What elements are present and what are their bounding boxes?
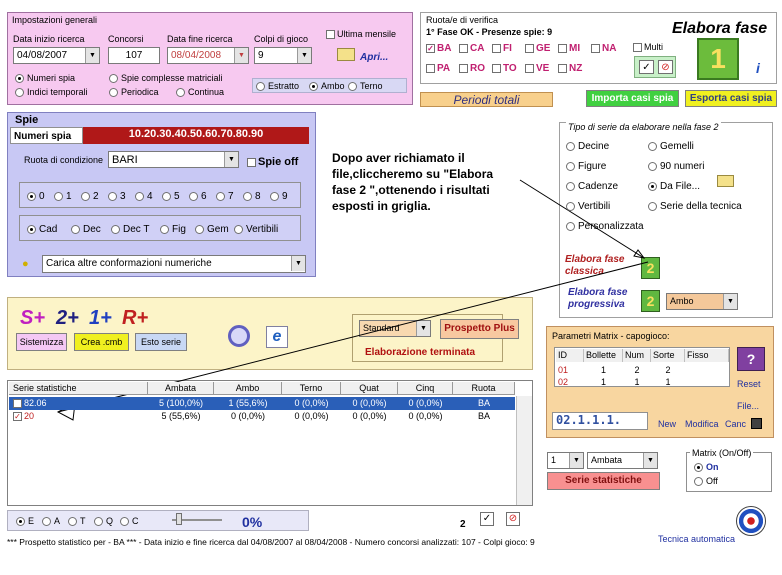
elaborazione-status: Elaborazione terminata: [365, 347, 476, 358]
matrix-cell[interactable]: 01: [558, 365, 569, 375]
data-inizio-label: Data inizio ricerca: [13, 34, 85, 44]
numeri-spia-label: Numeri spia: [10, 127, 83, 144]
tipo-label: Gemelli: [660, 141, 694, 152]
type-radio-vertibili[interactable]: [234, 224, 278, 235]
chevron-down-icon[interactable]: ▼: [569, 453, 583, 468]
type-label: Gem: [207, 224, 229, 235]
tipo-label: Vertibili: [578, 201, 611, 212]
one-plus-label: 1+: [89, 307, 112, 329]
grid-cell: 1 (55,6%): [228, 398, 268, 408]
digit-radio-9[interactable]: [270, 191, 288, 202]
grid-cell: 0 (0,0%): [352, 398, 387, 408]
radio-icon[interactable]: [566, 222, 575, 231]
grid-header-cinq[interactable]: Cinq: [398, 382, 453, 395]
radio-icon[interactable]: [648, 162, 657, 171]
digit-label: 4: [147, 191, 153, 202]
radio-icon[interactable]: [54, 192, 63, 201]
matrix-cell[interactable]: 1: [634, 377, 640, 387]
checkbox-icon[interactable]: ✓: [14, 412, 21, 422]
standard-select[interactable]: Standard ▼: [359, 320, 431, 337]
tipo-label: Da File...: [660, 181, 701, 192]
colpi-field[interactable]: 9 ▼: [254, 47, 312, 64]
r-plus-label: R+: [122, 307, 149, 329]
arrow-head: [634, 250, 644, 258]
two-plus-label: 2+: [56, 307, 79, 329]
radio-icon[interactable]: [648, 142, 657, 151]
radio-icon[interactable]: [42, 517, 51, 526]
matrix-header-id: ID: [556, 349, 584, 362]
elabora-fase-label: Elabora fase: [672, 20, 768, 37]
digit-label: 9: [282, 191, 288, 202]
spie-title: Spie: [15, 114, 39, 126]
estratto-radio[interactable]: Estratto: [256, 81, 299, 91]
tipo-label: Cadenze: [578, 181, 619, 192]
matrix-header-num: Num: [623, 349, 651, 362]
ruota-checkbox-nz[interactable]: [558, 63, 582, 74]
apri-link[interactable]: Apri...: [360, 52, 389, 63]
book-icon[interactable]: ?: [737, 347, 765, 371]
data-inizio-field[interactable]: 04/08/2007 ▼: [13, 47, 100, 64]
tipo-serie-title: Tipo di serie da elaborare nella fase 2: [568, 122, 719, 132]
matrix-reset-button[interactable]: Reset: [737, 379, 761, 389]
digit-radio-3[interactable]: [108, 191, 126, 202]
radio-icon[interactable]: [120, 517, 129, 526]
progress-percent: 0%: [242, 514, 263, 530]
checkbox-icon[interactable]: [426, 64, 435, 73]
radio-icon[interactable]: [27, 192, 36, 201]
radio-icon[interactable]: [162, 192, 171, 201]
periodi-totali-button[interactable]: Periodi totali: [420, 92, 553, 107]
continua-radio[interactable]: Continua: [176, 87, 224, 97]
digit-radio-1[interactable]: [54, 191, 72, 202]
ruota-label: TO: [503, 63, 517, 74]
type-radio-fig[interactable]: [160, 224, 186, 235]
browser-icon[interactable]: e: [266, 326, 288, 348]
matrix-modifica-button[interactable]: Modifica: [685, 419, 719, 429]
digit-radio-2[interactable]: [81, 191, 99, 202]
ruote-status: 1° Fase OK - Presenze spie: 9: [426, 27, 553, 37]
chevron-down-icon[interactable]: ▼: [297, 48, 311, 63]
type-label: Dec T: [123, 224, 150, 235]
lightbulb-icon: ●: [22, 258, 29, 270]
ruota-label: VE: [536, 63, 550, 74]
ruota-label: FI: [503, 43, 512, 54]
grid-row-serie[interactable]: [9, 410, 148, 423]
tipo-label: Serie della tecnica: [660, 201, 742, 212]
radio-icon[interactable]: [648, 202, 657, 211]
radio-icon[interactable]: [68, 517, 77, 526]
multi-checkbox[interactable]: Multi: [633, 42, 663, 52]
grid-header-ambo[interactable]: Ambo: [214, 382, 282, 395]
radio-icon[interactable]: [111, 225, 120, 234]
digit-label: 6: [201, 191, 207, 202]
bottom-radio-label: Q: [106, 516, 114, 526]
radio-icon[interactable]: [216, 192, 225, 201]
matrix-cell[interactable]: 02: [558, 377, 569, 387]
radio-icon[interactable]: [108, 192, 117, 201]
bottom-radio-label: T: [80, 516, 86, 526]
digit-label: 3: [120, 191, 126, 202]
type-label: Fig: [172, 224, 186, 235]
radio-icon[interactable]: [566, 182, 575, 191]
cancel-icon[interactable]: ⊘: [658, 60, 673, 74]
ruota-condizione-field[interactable]: BARI ▼: [108, 151, 239, 168]
matrix-cell[interactable]: 2: [634, 365, 640, 375]
type-radio-dec-t[interactable]: [111, 224, 150, 235]
grid-header-ambata[interactable]: Ambata: [148, 382, 214, 395]
periodica-radio[interactable]: Periodica: [109, 87, 159, 97]
tipo-label: Figure: [578, 161, 607, 172]
ruota-checkbox-ge[interactable]: [525, 43, 550, 54]
serie-value: 20: [24, 411, 35, 421]
ultima-mensile-checkbox[interactable]: Ultima mensile: [326, 29, 396, 39]
bottom-radio-a[interactable]: [42, 516, 60, 526]
carica-conformazioni-select[interactable]: Carica altre conformazioni numeriche ▼: [42, 255, 306, 273]
ruota-label: GE: [536, 43, 551, 54]
importa-casi-spia-button[interactable]: Importa casi spia: [586, 90, 679, 107]
matrix-cell[interactable]: 2: [665, 365, 671, 375]
ruota-checkbox-na[interactable]: [591, 43, 616, 54]
radio-icon[interactable]: [81, 192, 90, 201]
data-fine-field[interactable]: 08/04/2008 ▼: [167, 47, 249, 64]
radio-icon[interactable]: [94, 517, 103, 526]
checkbox-icon[interactable]: [558, 44, 567, 53]
bottom-radio-label: E: [28, 516, 35, 526]
matrix-header-sorte: Sorte: [651, 349, 685, 362]
data-fine-label: Data fine ricerca: [167, 34, 233, 44]
ruota-label: NZ: [569, 63, 583, 74]
matrix-header-fisso: Fisso: [685, 349, 729, 362]
ruota-condizione-label: Ruota di condizione: [24, 155, 104, 165]
grid-header-serie-statistiche[interactable]: Serie statistiche: [9, 382, 148, 395]
checkbox-icon[interactable]: [459, 44, 468, 53]
tipo-label: 90 numeri: [660, 161, 705, 172]
checkbox-icon[interactable]: [492, 64, 501, 73]
type-label: Vertibili: [246, 224, 279, 235]
radio-icon[interactable]: [71, 225, 80, 234]
tipo-radio-90-numeri[interactable]: [648, 161, 704, 172]
checkbox-icon[interactable]: ✓: [14, 399, 21, 409]
impostazioni-title: Impostazioni generali: [12, 15, 98, 25]
matrix-title: Parametri Matrix - capogioco:: [552, 331, 670, 341]
tipo-radio-figure[interactable]: [566, 161, 606, 172]
ruota-checkbox-ba[interactable]: [426, 43, 451, 54]
annotation-text: Dopo aver richiamato il file,cliccheremo su "Elabora fase 2 ",ottenendo i risultati esposti in griglia.: [332, 151, 494, 213]
bottom-radio-t[interactable]: [68, 516, 86, 526]
matrix-header-bollette: Bollette: [584, 349, 623, 362]
checkbox-icon[interactable]: [591, 44, 600, 53]
digit-radio-0[interactable]: [27, 191, 45, 202]
ambo-radio[interactable]: Ambo: [309, 81, 345, 91]
status-bar-text: *** Prospetto statistico per - BA *** - Data inizio e fine ricerca dal 04/08/2007 al 08/04/2008 - Numero concorsi analizzati: 107 - Colpi gioco: 9: [7, 537, 535, 547]
type-radio-gem[interactable]: [195, 224, 229, 235]
spie-complesse-radio[interactable]: Spie complesse matriciali: [109, 73, 223, 83]
radio-icon[interactable]: [27, 225, 36, 234]
matrix-off-radio[interactable]: Off: [694, 476, 718, 486]
digit-radio-4[interactable]: [135, 191, 153, 202]
serie-statistiche-button[interactable]: Serie statistiche: [547, 472, 660, 490]
tipo-radio-serie-della-tecnica[interactable]: [648, 201, 742, 212]
crea-cmb-button[interactable]: Crea .cmb: [74, 333, 129, 351]
serie-value: 82.06: [24, 398, 47, 408]
bottom-radio-q[interactable]: [94, 516, 113, 526]
sistemizza-button[interactable]: Sistemizza: [16, 333, 67, 351]
chevron-down-icon[interactable]: ▼: [643, 453, 657, 468]
tipo-radio-da-file---[interactable]: [648, 181, 700, 192]
bottom-radio-label: C: [132, 516, 139, 526]
ruota-checkbox-to[interactable]: [492, 63, 517, 74]
matrix-on-radio[interactable]: On: [694, 462, 719, 472]
radio-icon[interactable]: [566, 202, 575, 211]
tipo-radio-personalizzata[interactable]: [566, 221, 644, 232]
grid-cell: 0 (0,0%): [352, 411, 387, 421]
checkbox-icon[interactable]: [492, 44, 501, 53]
numeri-spia-radio[interactable]: Numeri spia: [15, 73, 75, 83]
elabora-fase-1-button[interactable]: 1: [697, 38, 739, 80]
radio-icon[interactable]: [243, 192, 252, 201]
type-radio-cad[interactable]: [27, 224, 57, 235]
ruota-label: NA: [602, 43, 617, 54]
ruota-label: RO: [470, 63, 485, 74]
checkbox-icon[interactable]: [459, 64, 468, 73]
checkbox-icon[interactable]: [525, 64, 534, 73]
type-label: Cad: [39, 224, 58, 235]
ruota-checkbox-ro[interactable]: [459, 63, 485, 74]
indici-temporali-radio[interactable]: Indici temporali: [15, 87, 88, 97]
digit-radio-8[interactable]: [243, 191, 261, 202]
serie-number-select[interactable]: 1 ▼: [547, 452, 584, 469]
elabora-fase2-progressiva-button[interactable]: 2: [641, 290, 660, 312]
chevron-down-icon[interactable]: ▼: [234, 48, 248, 63]
grid-cell: BA: [477, 398, 490, 408]
tipo-radio-decine[interactable]: [566, 141, 609, 152]
tipo-radio-vertibili[interactable]: [566, 201, 610, 212]
ruota-checkbox-fi[interactable]: [492, 43, 512, 54]
prospetto-plus-button[interactable]: Prospetto Plus: [440, 319, 519, 339]
grid-header-quat[interactable]: Quat: [341, 382, 398, 395]
digit-radio-5[interactable]: [162, 191, 180, 202]
radio-icon[interactable]: [566, 142, 575, 151]
checkbox-icon[interactable]: [558, 64, 567, 73]
digit-label: 2: [93, 191, 99, 202]
digit-label: 8: [255, 191, 261, 202]
radio-icon[interactable]: [16, 517, 25, 526]
radio-icon[interactable]: [160, 225, 169, 234]
concorsi-label: Concorsi: [108, 34, 144, 44]
esporta-casi-spia-button[interactable]: Esporta casi spia: [685, 90, 777, 107]
spie-off-checkbox[interactable]: Spie off: [247, 156, 298, 168]
concorsi-field[interactable]: 107: [108, 47, 160, 64]
matrix-code-field: 02.1.1.1.: [552, 412, 648, 430]
matrix-cell[interactable]: [685, 376, 729, 389]
type-radio-dec[interactable]: [71, 224, 101, 235]
grid-cell: 5 (55,6%): [161, 411, 201, 421]
grid-cell: 0 (0,0%): [230, 411, 265, 421]
grid-cell: 0 (0,0%): [294, 398, 329, 408]
help-icon[interactable]: i: [756, 60, 760, 76]
matrix-new-button[interactable]: New: [658, 419, 677, 429]
tipo-radio-gemelli[interactable]: [648, 141, 694, 152]
chevron-down-icon[interactable]: ▼: [291, 256, 305, 271]
grid-cell: 0 (0,0%): [408, 398, 443, 408]
radio-icon[interactable]: [566, 162, 575, 171]
tipo-label: Decine: [578, 141, 610, 152]
grid-cell: 0 (0,0%): [294, 411, 329, 421]
terno-radio[interactable]: Terno: [348, 81, 383, 91]
s-plus-label: S+: [20, 307, 46, 329]
bottom-radio-label: A: [54, 516, 61, 526]
tecnica-automatica-label: Tecnica automatica: [658, 534, 736, 544]
digit-radio-6[interactable]: [189, 191, 207, 202]
radio-icon[interactable]: [195, 225, 204, 234]
bottom-cancel-icon[interactable]: ⊘: [506, 512, 520, 526]
matrix-canc-button[interactable]: Canc: [725, 419, 747, 429]
checkbox-icon[interactable]: ✓: [427, 43, 434, 53]
radio-icon[interactable]: [270, 192, 279, 201]
grid-header-terno[interactable]: Terno: [282, 382, 341, 395]
ruota-checkbox-ca[interactable]: [459, 43, 484, 54]
matrix-cell[interactable]: 1: [665, 377, 671, 387]
esto-serie-button[interactable]: Esto serie: [135, 333, 187, 351]
chevron-down-icon[interactable]: ▼: [416, 321, 430, 336]
grid-cell: BA: [477, 411, 490, 421]
tipo-radio-cadenze[interactable]: [566, 181, 618, 192]
grid-header-ruota[interactable]: Ruota: [453, 382, 515, 395]
ruota-label: PA: [437, 63, 451, 74]
colpi-label: Colpi di gioco: [254, 34, 309, 44]
bottom-number: 2: [460, 519, 466, 530]
digit-label: 0: [39, 191, 45, 202]
ruota-checkbox-ve[interactable]: [525, 63, 549, 74]
ruota-checkbox-pa[interactable]: [426, 63, 450, 74]
radio-icon[interactable]: [234, 225, 243, 234]
matrix-cell[interactable]: 1: [600, 377, 606, 387]
radio-icon[interactable]: [135, 192, 144, 201]
numeri-spia-value[interactable]: 10.20.30.40.50.60.70.80.90: [83, 127, 309, 144]
bottom-radio-c[interactable]: [120, 516, 139, 526]
serie-sorte-select[interactable]: Ambata ▼: [587, 452, 658, 469]
ruota-checkbox-mi[interactable]: [558, 43, 580, 54]
digit-label: 1: [66, 191, 72, 202]
chevron-down-icon[interactable]: ▼: [224, 152, 238, 167]
digit-label: 5: [174, 191, 180, 202]
grid-row-serie[interactable]: [9, 397, 148, 410]
grid-cell: 0 (0,0%): [408, 411, 443, 421]
progressiva-sorte-select[interactable]: Ambo ▼: [666, 293, 738, 310]
bottom-check-icon[interactable]: ✓: [480, 512, 494, 526]
bottom-radio-e[interactable]: [16, 516, 34, 526]
radio-icon[interactable]: [648, 182, 657, 191]
elabora-fase2-classica-button[interactable]: 2: [641, 257, 660, 279]
matrix-onoff-title: Matrix (On/Off): [692, 448, 752, 458]
elabora-progressiva-label: Elabora fase progressiva: [568, 287, 628, 310]
grid-cell: 5 (100,0%): [158, 398, 204, 408]
matrix-file-button[interactable]: File...: [737, 401, 760, 411]
ruota-label: CA: [470, 43, 485, 54]
tipo-label: Personalizzata: [578, 221, 644, 232]
ruote-title: Ruota/e di verifica: [426, 15, 499, 25]
digit-label: 7: [228, 191, 234, 202]
type-label: Dec: [83, 224, 101, 235]
ruota-label: MI: [569, 43, 581, 54]
radio-icon[interactable]: [189, 192, 198, 201]
chevron-down-icon[interactable]: ▼: [85, 48, 99, 63]
chevron-down-icon[interactable]: ▼: [723, 294, 737, 309]
elabora-classica-label: Elabora fase classica: [565, 254, 625, 277]
ruota-label: BA: [437, 43, 452, 54]
checkbox-icon[interactable]: [525, 44, 534, 53]
check-icon[interactable]: ✓: [639, 60, 654, 74]
matrix-cell[interactable]: 1: [600, 365, 606, 375]
digit-radio-7[interactable]: [216, 191, 234, 202]
